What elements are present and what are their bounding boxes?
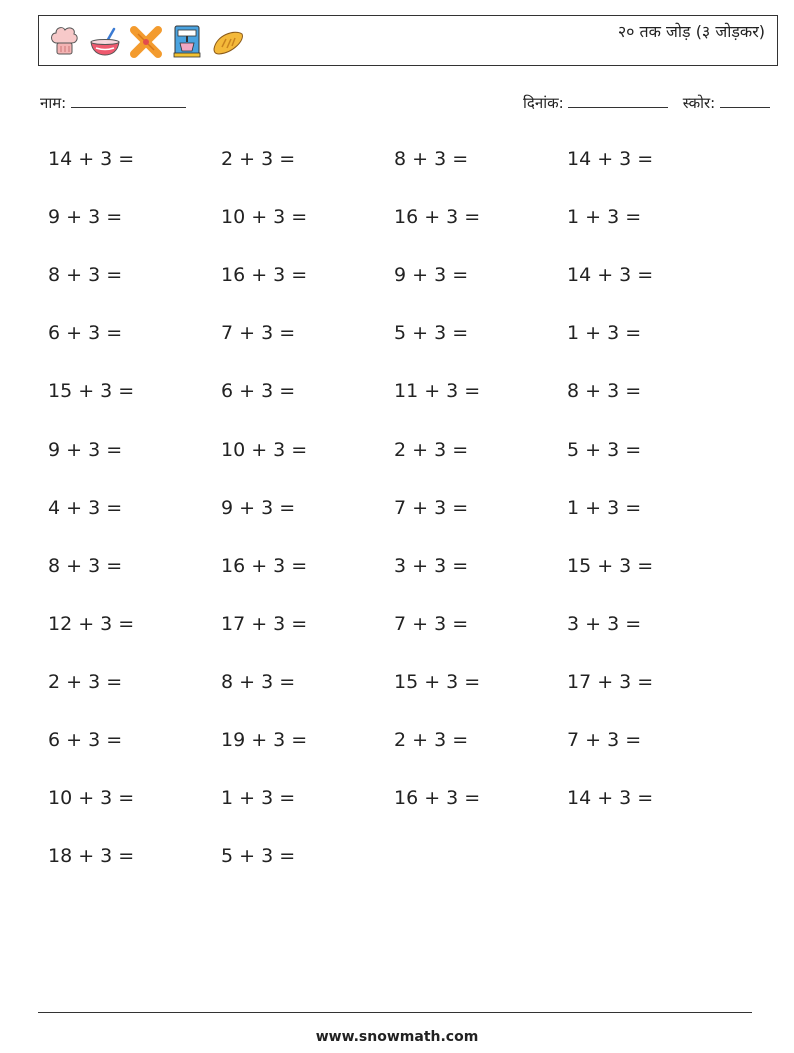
problem-item: 9 + 3 =	[221, 497, 296, 519]
problem-item: 7 + 3 =	[394, 613, 469, 635]
problem-item: 2 + 3 =	[394, 729, 469, 751]
name-field	[40, 93, 186, 113]
problem-item: 16 + 3 =	[221, 264, 308, 286]
problem-item: 15 + 3 =	[48, 380, 135, 402]
problem-item: 18 + 3 =	[48, 845, 135, 867]
name-label: नाम:	[40, 94, 67, 112]
problem-item: 3 + 3 =	[394, 555, 469, 577]
problem-item: 1 + 3 =	[221, 787, 296, 809]
problem-item: 12 + 3 =	[48, 613, 135, 635]
problem-item: 2 + 3 =	[221, 148, 296, 170]
rolling-pin-icon	[129, 23, 163, 59]
problem-item: 14 + 3 =	[567, 148, 654, 170]
problem-item: 6 + 3 =	[48, 322, 123, 344]
problem-item: 6 + 3 =	[221, 380, 296, 402]
icon-strip	[47, 23, 245, 59]
problem-item: 8 + 3 =	[48, 555, 123, 577]
problem-item: 9 + 3 =	[394, 264, 469, 286]
name-blank-line[interactable]	[71, 93, 186, 108]
problem-item: 2 + 3 =	[48, 671, 123, 693]
problem-item: 8 + 3 =	[48, 264, 123, 286]
problem-item: 1 + 3 =	[567, 206, 642, 228]
bread-loaf-icon	[211, 23, 245, 59]
problem-item: 4 + 3 =	[48, 497, 123, 519]
worksheet-header	[38, 15, 778, 66]
problem-item: 16 + 3 =	[221, 555, 308, 577]
problem-item: 1 + 3 =	[567, 497, 642, 519]
problem-item: 9 + 3 =	[48, 439, 123, 461]
footer-url: www.snowmath.com	[315, 1029, 479, 1045]
problem-item: 5 + 3 =	[567, 439, 642, 461]
date-blank-line[interactable]	[568, 93, 668, 108]
problem-item: 15 + 3 =	[394, 671, 481, 693]
problem-item: 7 + 3 =	[567, 729, 642, 751]
problem-item: 10 + 3 =	[221, 206, 308, 228]
problem-item: 14 + 3 =	[567, 787, 654, 809]
problem-item: 8 + 3 =	[221, 671, 296, 693]
problem-item: 3 + 3 =	[567, 613, 642, 635]
problem-item: 5 + 3 =	[221, 845, 296, 867]
worksheet-title: २० तक जोड़ (३ जोड़कर)	[617, 22, 765, 41]
problem-item: 10 + 3 =	[221, 439, 308, 461]
problem-item: 10 + 3 =	[48, 787, 135, 809]
problem-item: 5 + 3 =	[394, 322, 469, 344]
problem-item: 14 + 3 =	[567, 264, 654, 286]
problem-item: 9 + 3 =	[48, 206, 123, 228]
problem-item: 16 + 3 =	[394, 206, 481, 228]
problem-item: 16 + 3 =	[394, 787, 481, 809]
problem-item: 1 + 3 =	[567, 322, 642, 344]
problem-item: 8 + 3 =	[394, 148, 469, 170]
problem-item: 8 + 3 =	[567, 380, 642, 402]
problem-item: 2 + 3 =	[394, 439, 469, 461]
problem-item: 6 + 3 =	[48, 729, 123, 751]
score-label: स्कोर:	[682, 94, 716, 112]
score-blank-line[interactable]	[720, 93, 770, 108]
date-score-fields	[523, 93, 770, 113]
chef-hat-icon	[47, 23, 81, 59]
date-label: दिनांक:	[523, 94, 564, 112]
problem-item: 14 + 3 =	[48, 148, 135, 170]
problem-item: 11 + 3 =	[394, 380, 481, 402]
problem-item: 17 + 3 =	[567, 671, 654, 693]
stand-mixer-icon	[170, 23, 204, 59]
problem-item: 19 + 3 =	[221, 729, 308, 751]
problem-item: 15 + 3 =	[567, 555, 654, 577]
footer-divider	[38, 1012, 752, 1013]
mixing-bowl-icon	[88, 23, 122, 59]
problem-item: 7 + 3 =	[394, 497, 469, 519]
problem-item: 7 + 3 =	[221, 322, 296, 344]
problem-item: 17 + 3 =	[221, 613, 308, 635]
